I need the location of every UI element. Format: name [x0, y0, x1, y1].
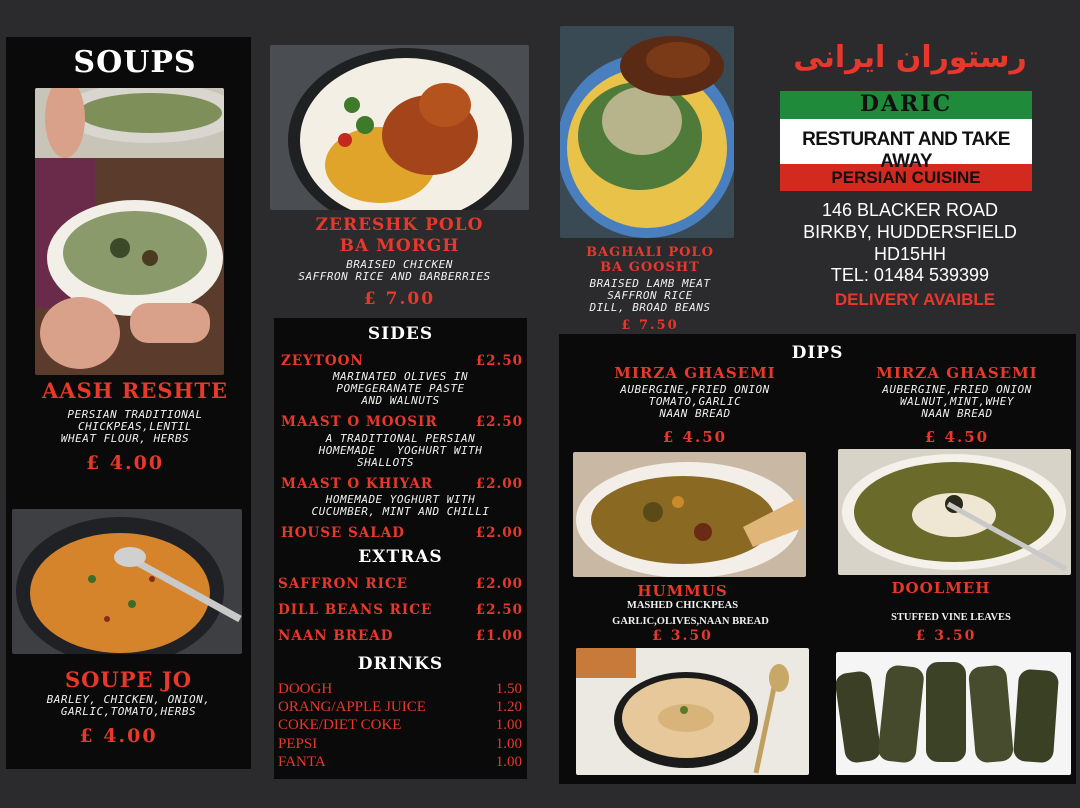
- persian-title: رستوران ایرانی: [793, 40, 1027, 75]
- restaurant-name: DARIC: [859, 91, 953, 117]
- drink-price: 1.00: [495, 736, 522, 752]
- aash-reshte-name: AASH RESHTE: [41, 378, 228, 403]
- dip-left-desc-1: AUBERGINE,FRIED ONION: [620, 383, 770, 396]
- zeytoon-desc-3: AND WALNUTS: [361, 394, 440, 407]
- zereshk-name-line-1: ZERESHK POLO: [315, 215, 484, 235]
- dips-heading: DIPS: [791, 343, 844, 363]
- side-item-house-salad: [281, 525, 523, 541]
- aash-reshte-price: £ 4.00: [85, 452, 165, 474]
- side-item-name: ZEYTOON: [281, 353, 364, 369]
- extra-item-price: £1.00: [475, 628, 523, 644]
- dip-left-name: MIRZA GHASEMI: [614, 364, 776, 382]
- soupe-jo-desc-2: GARLIC,TOMATO,HERBS: [60, 705, 197, 718]
- dip-left-desc-3: NAAN BREAD: [659, 407, 731, 420]
- baghali-desc-2: SAFFRON RICE: [607, 289, 693, 302]
- zeytoon-desc-2: POMEGERANATE PASTE: [336, 382, 465, 395]
- drink-name: ORANG/APPLE JUICE: [278, 699, 426, 715]
- drink-price: 1.20: [495, 699, 522, 715]
- zereshk-desc-2: SAFFRON RICE AND BARBERRIES: [298, 270, 491, 283]
- side-item-zeytoon: [281, 353, 523, 369]
- baghali-desc-1: BRAISED LAMB MEAT: [589, 277, 711, 290]
- extras-heading: EXTRAS: [358, 547, 443, 567]
- zereshk-polo-photo: [270, 45, 529, 210]
- dip-left-price: £ 4.50: [662, 428, 728, 446]
- soupe-jo-name: SOUPE JO: [64, 667, 193, 692]
- dip-right-desc-1: AUBERGINE,FRIED ONION: [882, 383, 1032, 396]
- hummus-photo: [576, 648, 809, 775]
- extra-item-saffron-rice: [278, 576, 523, 592]
- extra-item-name: NAAN BREAD: [278, 628, 394, 644]
- extra-item-price: £2.50: [475, 602, 523, 618]
- drink-item-doogh: [278, 681, 522, 698]
- drink-price: 1.00: [495, 754, 522, 770]
- mirza-ghasemi-photo-left: [573, 452, 806, 577]
- dip-right-price: £ 4.50: [924, 428, 990, 446]
- sides-heading: SIDES: [367, 324, 434, 344]
- baghali-polo-photo: [560, 26, 734, 238]
- mirza-ghasemi-photo-right: [838, 449, 1071, 575]
- hummus-desc-2: GARLIC,OLIVES,NAAN BREAD: [612, 616, 769, 627]
- dip-right-desc-3: NAAN BREAD: [921, 407, 993, 420]
- side-item-maast-o-moosir: [281, 414, 523, 430]
- extra-item-name: SAFFRON RICE: [278, 576, 408, 592]
- doolmeh-photo: [836, 652, 1071, 775]
- soups-heading: SOUPS: [73, 45, 197, 80]
- zereshk-desc-1: BRAISED CHICKEN: [346, 258, 453, 271]
- doolmeh-name: DOOLMEH: [891, 579, 991, 597]
- side-item-price: £2.50: [475, 353, 523, 369]
- extra-item-naan-bread: [278, 628, 523, 644]
- baghali-desc-3: DILL, BROAD BEANS: [589, 301, 711, 314]
- address-line-2: BIRKBY, HUDDERSFIELD: [803, 222, 1017, 242]
- zereshk-name-line-2: BA MORGH: [339, 236, 460, 256]
- soupe-jo-desc-1: BARLEY, CHICKEN, ONION,: [46, 693, 211, 706]
- side-item-price: £2.50: [475, 414, 523, 430]
- dip-right-name: MIRZA GHASEMI: [876, 364, 1038, 382]
- aash-reshte-desc-2: CHICKPEAS,LENTIL: [78, 420, 192, 433]
- postcode: HD15HH: [873, 244, 947, 264]
- extra-item-name: DILL BEANS RICE: [278, 602, 433, 618]
- side-item-name: HOUSE SALAD: [281, 525, 405, 541]
- soupe-jo-price: £ 4.00: [79, 725, 158, 747]
- dip-left-desc-2: TOMATO,GARLIC: [648, 395, 742, 408]
- drink-item-coke: [278, 717, 522, 734]
- telephone: TEL: 01484 539399: [830, 265, 990, 285]
- zeytoon-desc-1: MARINATED OLIVES IN: [332, 370, 469, 383]
- drink-item-fanta: [278, 754, 522, 771]
- extra-item-price: £2.00: [475, 576, 523, 592]
- side-item-name: MAAST O KHIYAR: [281, 476, 434, 492]
- drink-name: COKE/DIET COKE: [278, 717, 402, 733]
- side-item-price: £2.00: [475, 476, 523, 492]
- baghali-name-line-2: BA GOOSHT: [600, 260, 700, 275]
- drink-name: DOOGH: [278, 681, 333, 697]
- khiyar-desc-2: CUCUMBER, MINT AND CHILLI: [311, 505, 490, 518]
- hummus-price: £ 3.50: [652, 628, 713, 644]
- moosir-desc-1: A TRADITIONAL PERSIAN: [325, 432, 476, 445]
- drink-price: 1.50: [495, 681, 522, 697]
- moosir-desc-2: HOMEMADE YOGHURT WITH: [318, 444, 483, 457]
- doolmeh-price: £ 3.50: [915, 628, 977, 644]
- doolmeh-desc-1: STUFFED VINE LEAVES: [891, 612, 1011, 623]
- drinks-heading: DRINKS: [357, 654, 444, 674]
- restaurant-cuisine: PERSIAN CUISINE: [831, 168, 981, 187]
- aash-reshte-photo: [35, 88, 224, 375]
- dip-right-desc-2: WALNUT,MINT,WHEY: [900, 395, 1014, 408]
- drink-name: PEPSI: [278, 736, 318, 752]
- zereshk-price: £ 7.00: [363, 289, 436, 309]
- moosir-desc-3: SHALLOTS: [357, 456, 414, 469]
- aash-reshte-desc-1: PERSIAN TRADITIONAL: [67, 408, 203, 421]
- hummus-name: HUMMUS: [637, 582, 728, 600]
- soupe-jo-photo: [12, 509, 242, 654]
- extra-item-dill-beans-rice: [278, 602, 523, 618]
- drink-item-pepsi: [278, 736, 522, 753]
- address-line-1: 146 BLACKER ROAD: [821, 200, 999, 220]
- hummus-desc-1: MASHED CHICKPEAS: [626, 600, 739, 611]
- baghali-name-line-1: BAGHALI POLO: [586, 245, 714, 260]
- aash-reshte-desc-3: WHEAT FLOUR, HERBS: [60, 432, 190, 445]
- drink-item-orange-apple-juice: [278, 699, 522, 716]
- baghali-price: £ 7.50: [621, 318, 679, 333]
- side-item-price: £2.00: [475, 525, 523, 541]
- drink-price: 1.00: [495, 717, 522, 733]
- delivery-notice: DELIVERY AVAIBLE: [834, 290, 996, 309]
- khiyar-desc-1: HOMEMADE YOGHURT WITH: [325, 493, 476, 506]
- restaurant-subtitle: RESTURANT AND TAKE AWAY: [802, 129, 1010, 172]
- side-item-name: MAAST O MOOSIR: [281, 414, 438, 430]
- drink-name: FANTA: [278, 754, 326, 770]
- side-item-maast-o-khiyar: [281, 476, 523, 492]
